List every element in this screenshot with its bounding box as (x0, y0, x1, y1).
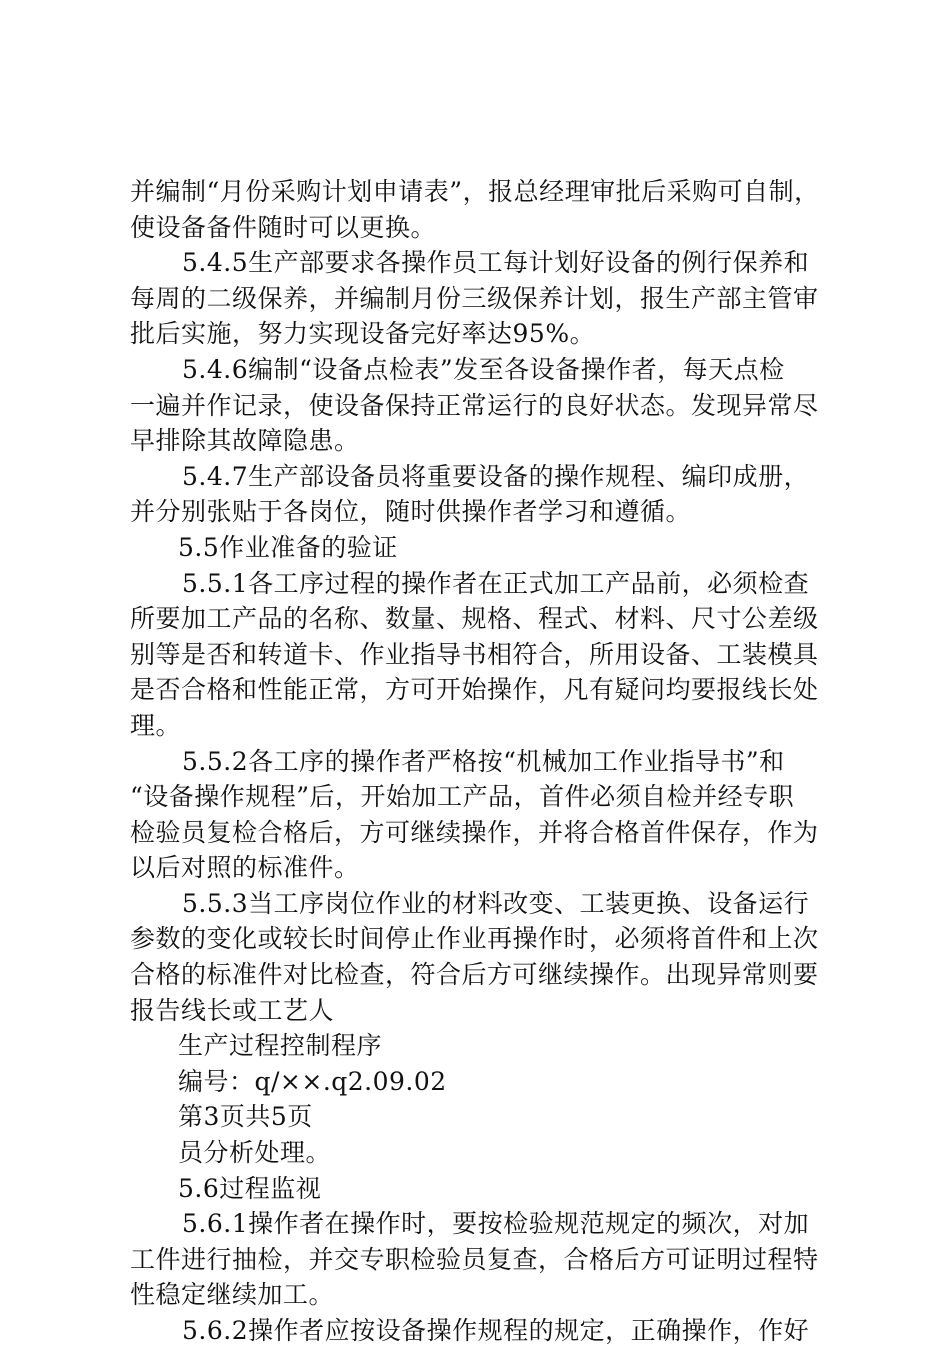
text-line: “设备操作规程”后，开始加工产品，首件必须自检并经专职 (130, 782, 795, 812)
document-body (130, 174, 842, 1349)
text-line: 第3页共5页 (178, 1102, 313, 1132)
text-line: 所要加工产品的名称、数量、规格、程式、材料、尺寸公差级 (130, 604, 819, 634)
text-line: 报告线长或工艺人 (130, 995, 335, 1025)
text-line: 别等是否和转道卡、作业指导书相符合，所用设备、工装模具 (130, 639, 819, 669)
text-line: 合格的标准件对比检查，符合后方可继续操作。出现异常则要 (130, 960, 819, 990)
text-line: 理。 (130, 710, 182, 740)
text-line: 5.4.5生产部要求各操作员工每计划好设备的例行保养和 (182, 248, 810, 278)
text-line: 5.5.1各工序过程的操作者在正式加工产品前，必须检查 (182, 568, 810, 598)
text-line: 使设备备件随时可以更换。 (130, 212, 437, 242)
text-line: 并编制“月份采购计划申请表”，报总经理审批后采购可自制， (130, 177, 820, 206)
text-line: 生产过程控制程序 (178, 1031, 383, 1061)
text-line: 5.6.1操作者在操作时，要按检验规范规定的频次，对加 (182, 1209, 810, 1239)
text-line: 参数的变化或较长时间停止作业再操作时，必须将首件和上次 (130, 924, 819, 954)
text-line: 性稳定继续加工。 (130, 1280, 335, 1310)
text-line: 5.5.3当工序岗位作业的材料改变、工装更换、设备运行 (182, 888, 810, 918)
text-line: 一遍并作记录，使设备保持正常运行的良好状态。发现异常尽 (130, 390, 819, 420)
text-line: 员分析处理。 (178, 1138, 332, 1168)
text-line: 5.4.7生产部设备员将重要设备的操作规程、编印成册， (182, 461, 810, 491)
text-line: 早排除其故障隐患。 (130, 426, 360, 456)
text-line: 5.5.2各工序的操作者严格按“机械加工作业指导书”和 (182, 746, 785, 776)
text-line: 5.6过程监视 (178, 1173, 322, 1203)
text-line: 5.4.6编制“设备点检表”发至各设备操作者，每天点检 (182, 354, 785, 384)
text-line: 5.6.2操作者应按设备操作规程的规定，正确操作，作好 (182, 1316, 810, 1345)
text-line: 检验员复检合格后，方可继续操作，并将合格首件保存，作为 (130, 817, 819, 847)
text-line: 并分别张贴于各岗位，随时供操作者学习和遵循。 (130, 497, 692, 527)
text-line: 批后实施，努力实现设备完好率达95%。 (130, 319, 596, 349)
text-line: 编号：q/××.q2.09.02 (178, 1066, 447, 1096)
text-line: 每周的二级保养，并编制月份三级保养计划，报生产部主管审 (130, 283, 819, 313)
text-line: 5.5作业准备的验证 (178, 532, 398, 562)
text-line: 是否合格和性能正常，方可开始操作，凡有疑问均要报线长处 (130, 675, 819, 705)
text-line: 工件进行抽检，并交专职检验员复查，合格后方可证明过程特 (130, 1244, 819, 1274)
text-line: 以后对照的标准件。 (130, 853, 360, 883)
